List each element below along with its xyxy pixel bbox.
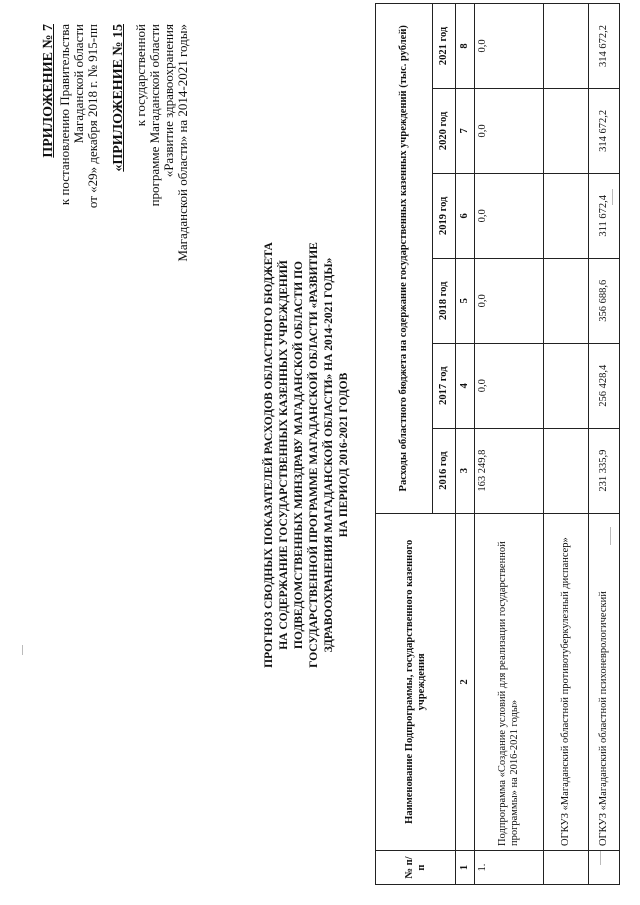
document-title xyxy=(262,195,352,715)
col-name-header: Наименование Подпрограммы, государственного казенного учреждения xyxy=(376,513,456,850)
appendix-block xyxy=(40,24,100,344)
appendix15-line: Магаданской области» на 2014-2021 годы» xyxy=(175,24,190,262)
index-cell: 3 xyxy=(456,428,475,513)
appendix-title: ПРИЛОЖЕНИЕ № 7 xyxy=(41,24,56,158)
year-header: 2020 год xyxy=(433,88,456,173)
appendix-line: Магаданской области xyxy=(71,24,86,144)
row-value: 0,0 xyxy=(475,258,544,343)
row-value: 356 688,6 xyxy=(589,258,620,343)
row-value: 314 672,2 xyxy=(589,4,620,89)
appendix15-line: программе Магаданской области xyxy=(147,24,162,207)
row-value: 231 335,9 xyxy=(589,428,620,513)
row-value: 256 428,4 xyxy=(589,343,620,428)
index-cell: 2 xyxy=(456,513,475,850)
title-line: ЗДРАВООХРАНЕНИЯ МАГАДАНСКОЙ ОБЛАСТИ» НА 2014-2021 ГОДЫ» xyxy=(323,257,335,653)
col-group-header: Расходы областного бюджета на содержание государственных казенных учреждений (тыс. рублей) xyxy=(376,4,433,514)
year-header: 2018 год xyxy=(433,258,456,343)
row-value: 163 249,8 xyxy=(475,428,544,513)
row-number xyxy=(544,851,589,885)
title-line: ПОДВЕДОМСТВЕННЫХ МИНЗДРАВУ МАГАДАНСКОЙ ОБЛАСТИ ПО xyxy=(293,261,305,649)
appendix15-line: «Развитие здравоохранения xyxy=(161,24,176,178)
row-value xyxy=(544,428,589,513)
row-value: 0,0 xyxy=(475,88,544,173)
row-name: ОГКУЗ «Магаданский областной противотуберкулезный диспансер» xyxy=(544,513,589,850)
title-line: НА СОДЕРЖАНИЕ ГОСУДАРСТВЕННЫХ КАЗЕННЫХ УЧРЕЖДЕНИЙ xyxy=(278,260,290,650)
row-number xyxy=(589,851,620,885)
row-value xyxy=(544,4,589,89)
row-number: 1. xyxy=(475,851,544,885)
year-header: 2021 год xyxy=(433,4,456,89)
title-line: НА ПЕРИОД 2016-2021 ГОДОВ xyxy=(338,372,350,538)
scan-speck xyxy=(610,527,611,545)
scan-speck xyxy=(600,851,601,865)
title-line: ПРОГНОЗ СВОДНЫХ ПОКАЗАТЕЛЕЙ РАСХОДОВ ОБЛАСТНОГО БЮДЖЕТА xyxy=(263,242,275,668)
row-value: 0,0 xyxy=(475,4,544,89)
appendix15-block xyxy=(110,24,190,364)
row-value xyxy=(544,258,589,343)
index-cell: 1 xyxy=(456,851,475,885)
appendix15-title: «ПРИЛОЖЕНИЕ № 15 xyxy=(111,24,126,172)
index-row xyxy=(456,4,475,885)
year-header: 2016 год xyxy=(433,428,456,513)
table-row xyxy=(589,4,620,885)
row-value: 314 672,2 xyxy=(589,88,620,173)
row-value: 0,0 xyxy=(475,173,544,258)
table-row xyxy=(475,4,544,885)
index-cell: 6 xyxy=(456,173,475,258)
title-line: ГОСУДАРСТВЕННОЙ ПРОГРАММЕ МАГАДАНСКОЙ ОБЛАСТИ «РАЗВИТИЕ xyxy=(308,242,320,668)
table-row xyxy=(544,4,589,885)
row-value xyxy=(544,343,589,428)
row-value xyxy=(544,88,589,173)
index-cell: 4 xyxy=(456,343,475,428)
appendix-line: к постановлению Правительства xyxy=(57,24,72,206)
row-name: Подпрограмма «Создание условий для реализации государственной программы» на 2016-2021 годы» xyxy=(475,513,544,850)
scan-speck xyxy=(22,645,23,655)
col-no-header: № п/п xyxy=(376,851,456,885)
appendix15-line: к государственной xyxy=(133,24,148,127)
year-header: 2017 год xyxy=(433,343,456,428)
index-cell: 5 xyxy=(456,258,475,343)
row-value: 0,0 xyxy=(475,343,544,428)
year-header: 2019 год xyxy=(433,173,456,258)
appendix-line: от «29» декабря 2018 г. № 915-пп xyxy=(85,24,100,209)
row-value xyxy=(544,173,589,258)
budget-table xyxy=(375,3,620,885)
row-name: ОГКУЗ «Магаданский областной психоневрологический xyxy=(589,513,620,850)
scan-speck xyxy=(612,189,613,205)
index-cell: 8 xyxy=(456,4,475,89)
row-value: 311 672,4 xyxy=(589,173,620,258)
index-cell: 7 xyxy=(456,88,475,173)
